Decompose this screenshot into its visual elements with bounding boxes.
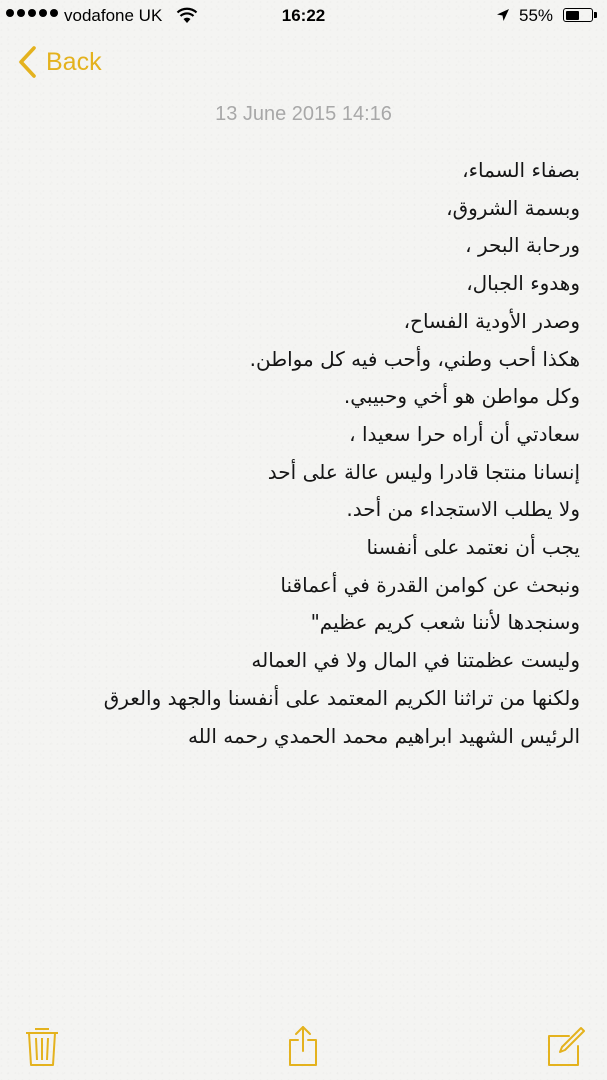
battery-cap bbox=[594, 12, 597, 18]
back-button-label: Back bbox=[46, 47, 102, 76]
note-line: هكذا أحب وطني، وأحب فيه كل مواطن. bbox=[249, 346, 580, 371]
note-line: وهدوء الجبال، bbox=[466, 271, 580, 296]
note-line: الرئيس الشهيد ابراهيم محمد الحمدي رحمه الله bbox=[187, 723, 580, 748]
note-line: وسنجدها لأننا شعب كريم عظيم" bbox=[310, 610, 580, 635]
battery-percentage: 55% bbox=[519, 6, 554, 25]
compose-button[interactable] bbox=[545, 1024, 585, 1068]
back-button[interactable] bbox=[16, 42, 102, 82]
carrier-name: vodafone UK bbox=[64, 6, 163, 25]
note-date: 13 June 2015 14:16 bbox=[215, 103, 392, 125]
trash-icon bbox=[22, 1024, 62, 1068]
note-line: ولكنها من تراثنا الكريم المعتمد على أنفسنا والجهد والعرق bbox=[103, 685, 580, 710]
note-line: وصدر الأودية الفساح، bbox=[403, 308, 580, 333]
delete-button[interactable] bbox=[22, 1024, 62, 1068]
note-line: إنسانا منتجا قادرا وليس عالة على أحد bbox=[267, 459, 580, 484]
battery-icon bbox=[563, 8, 593, 22]
chevron-left-icon bbox=[16, 45, 38, 79]
note-line: بصفاء السماء، bbox=[462, 158, 580, 182]
note-line: ورحابة البحر ، bbox=[465, 233, 580, 258]
share-icon bbox=[283, 1024, 323, 1068]
note-line: وليست عظمتنا في المال ولا في العماله bbox=[251, 648, 580, 673]
compose-icon bbox=[545, 1024, 585, 1068]
bottom-toolbar bbox=[0, 1002, 607, 1080]
note-line: ولا يطلب الاستجداء من أحد. bbox=[346, 497, 580, 522]
location-arrow-icon bbox=[496, 8, 510, 22]
note-line: وبسمة الشروق، bbox=[446, 195, 580, 220]
note-line: وكل مواطن هو أخي وحبيبي. bbox=[343, 384, 580, 409]
note-line: يجب أن نعتمد على أنفسنا bbox=[366, 535, 580, 560]
share-button[interactable] bbox=[283, 1024, 323, 1068]
status-bar bbox=[0, 0, 607, 32]
note-body[interactable] bbox=[40, 152, 580, 755]
clock: 16:22 bbox=[281, 6, 326, 25]
battery-level-fill bbox=[566, 11, 579, 20]
note-line: سعادتي أن أراه حرا سعيدا ، bbox=[349, 421, 580, 446]
note-line: ونبحث عن كوامن القدرة في أعماقنا bbox=[280, 572, 580, 597]
